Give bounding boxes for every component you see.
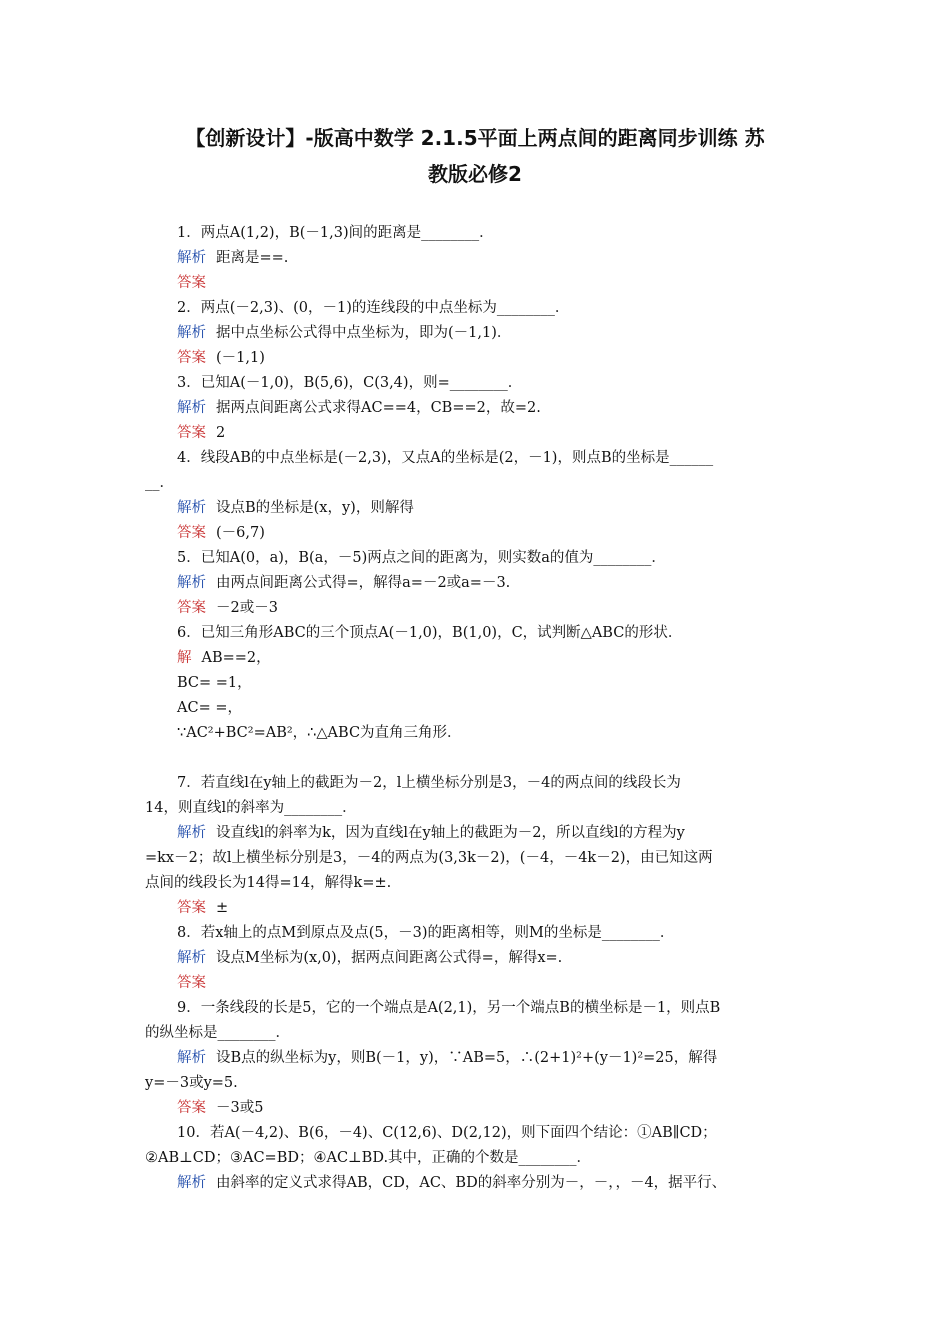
answer-label: 答案 [177, 600, 206, 616]
q1-answer [145, 271, 810, 296]
q3-analysis: 解析 据两点间距离公式求得AC==4，CB==2，故=2. [177, 400, 541, 416]
q7-analysis-line-3: 点间的线段长为14得=14，解得k=±. [145, 875, 392, 891]
answer-label: 答案 [177, 525, 206, 541]
spacer [145, 746, 810, 771]
analysis-label: 解析 [177, 400, 206, 416]
q5-answer: 答案 －2或－3 [177, 600, 278, 616]
q9-stem-line-1: 9．一条线段的长是5，它的一个端点是A(2,1)，另一个端点B的横坐标是－1，则点B [177, 1000, 721, 1016]
q10-stem-line-1: 10．若A(－4,2)、B(6，－4)、C(12,6)、D(2,12)，则下面四个结论：①AB∥CD； [177, 1125, 717, 1141]
q7-answer: 答案 ± [177, 900, 229, 916]
q3-stem: 3．已知A(－1,0)，B(5,6)，C(3,4)，则=________． [177, 375, 523, 391]
analysis-label: 解析 [177, 250, 206, 266]
q9-answer: 答案 －3或5 [177, 1100, 264, 1116]
q6-solution-line-3: AC= =， [177, 700, 242, 716]
q7-stem-line-2: 14，则直线l的斜率为________． [145, 800, 357, 816]
analysis-label: 解析 [177, 325, 206, 341]
title-line-1: 【创新设计】-版高中数学 2.1.5平面上两点间的距离同步训练 苏 [185, 126, 765, 150]
analysis-label: 解析 [177, 1175, 206, 1191]
q8-answer [145, 971, 810, 996]
title-line-2: 教版必修2 [428, 162, 522, 186]
page-title [80, 120, 870, 192]
answer-label: 答案 [177, 425, 206, 441]
q10-stem-line-2: ②AB⊥CD；③AC=BD；④AC⊥BD.其中，正确的个数是________． [145, 1150, 592, 1166]
answer-label: 答案 [177, 900, 206, 916]
q1-stem: 1．两点A(1,2)，B(－1,3)间的距离是________． [177, 225, 494, 241]
q2-answer: 答案 (－1,1) [177, 350, 265, 366]
q10-analysis-line-1: 解析 由斜率的定义式求得AB，CD，AC、BD的斜率分别为－，－，，－4，据平行、 [177, 1175, 727, 1191]
q5-stem: 5．已知A(0，a)，B(a，－5)两点之间的距离为，则实数a的值为________． [177, 550, 666, 566]
q2-analysis: 解析 据中点坐标公式得中点坐标为，即为(－1,1)． [177, 325, 512, 341]
q8-stem: 8．若x轴上的点M到原点及点(5，－3)的距离相等，则M的坐标是________． [177, 925, 675, 941]
q5-analysis: 解析 由两点间距离公式得=，解得a=－2或a=－3. [177, 575, 511, 591]
q6-stem: 6．已知三角形ABC的三个顶点A(－1,0)，B(1,0)，C，试判断△ABC的形状． [177, 625, 683, 641]
analysis-label: 解析 [177, 950, 206, 966]
q7-analysis-line-1: 解析 设直线l的斜率为k，因为直线l在y轴上的截距为－2，所以直线l的方程为y [177, 825, 685, 841]
q7-stem-line-1: 7．若直线l在y轴上的截距为－2，l上横坐标分别是3，－4的两点间的线段长为 [177, 775, 681, 791]
q3-answer: 答案 2 [177, 425, 226, 441]
q6-solution-line-1: 解 AB==2， [177, 650, 271, 666]
q1-analysis: 解析 距离是==. [177, 250, 289, 266]
q6-solution-line-4: ∵AC²+BC²=AB²，∴△ABC为直角三角形． [177, 725, 462, 741]
analysis-label: 解析 [177, 825, 206, 841]
exercise-list [145, 221, 810, 1196]
q4-stem-line-2: __． [145, 475, 174, 491]
q9-analysis-line-1: 解析 设B点的纵坐标为y，则B(－1，y)，∵AB=5，∴(2+1)²+(y－1)²=25，解得 [177, 1050, 718, 1066]
answer-label: 答案 [177, 275, 206, 291]
q9-stem-line-2: 的纵坐标是________． [145, 1025, 290, 1041]
q4-analysis: 解析 设点B的坐标是(x，y)，则解得 [177, 500, 414, 516]
analysis-label: 解析 [177, 575, 206, 591]
q9-analysis-line-2: y=－3或y=5. [145, 1075, 238, 1091]
q7-analysis-line-2: =kx－2；故l上横坐标分别是3，－4的两点为(3,3k－2)，(－4，－4k－2)，由已知这两 [145, 850, 713, 866]
answer-label: 答案 [177, 1100, 206, 1116]
analysis-label: 解析 [177, 1050, 206, 1066]
analysis-label: 解析 [177, 500, 206, 516]
answer-label: 答案 [177, 975, 206, 991]
solution-label: 解 [177, 650, 192, 666]
answer-label: 答案 [177, 350, 206, 366]
q6-solution-line-2: BC= =1， [177, 675, 252, 691]
q4-answer: 答案 (－6,7) [177, 525, 265, 541]
q8-analysis: 解析 设点M坐标为(x,0)，据两点间距离公式得=，解得x=. [177, 950, 563, 966]
q4-stem-line-1: 4．线段AB的中点坐标是(－2,3)，又点A的坐标是(2，－1)，则点B的坐标是______ [177, 450, 714, 466]
q2-stem: 2．两点(－2,3)、(0，－1)的连线段的中点坐标为________． [177, 300, 570, 316]
